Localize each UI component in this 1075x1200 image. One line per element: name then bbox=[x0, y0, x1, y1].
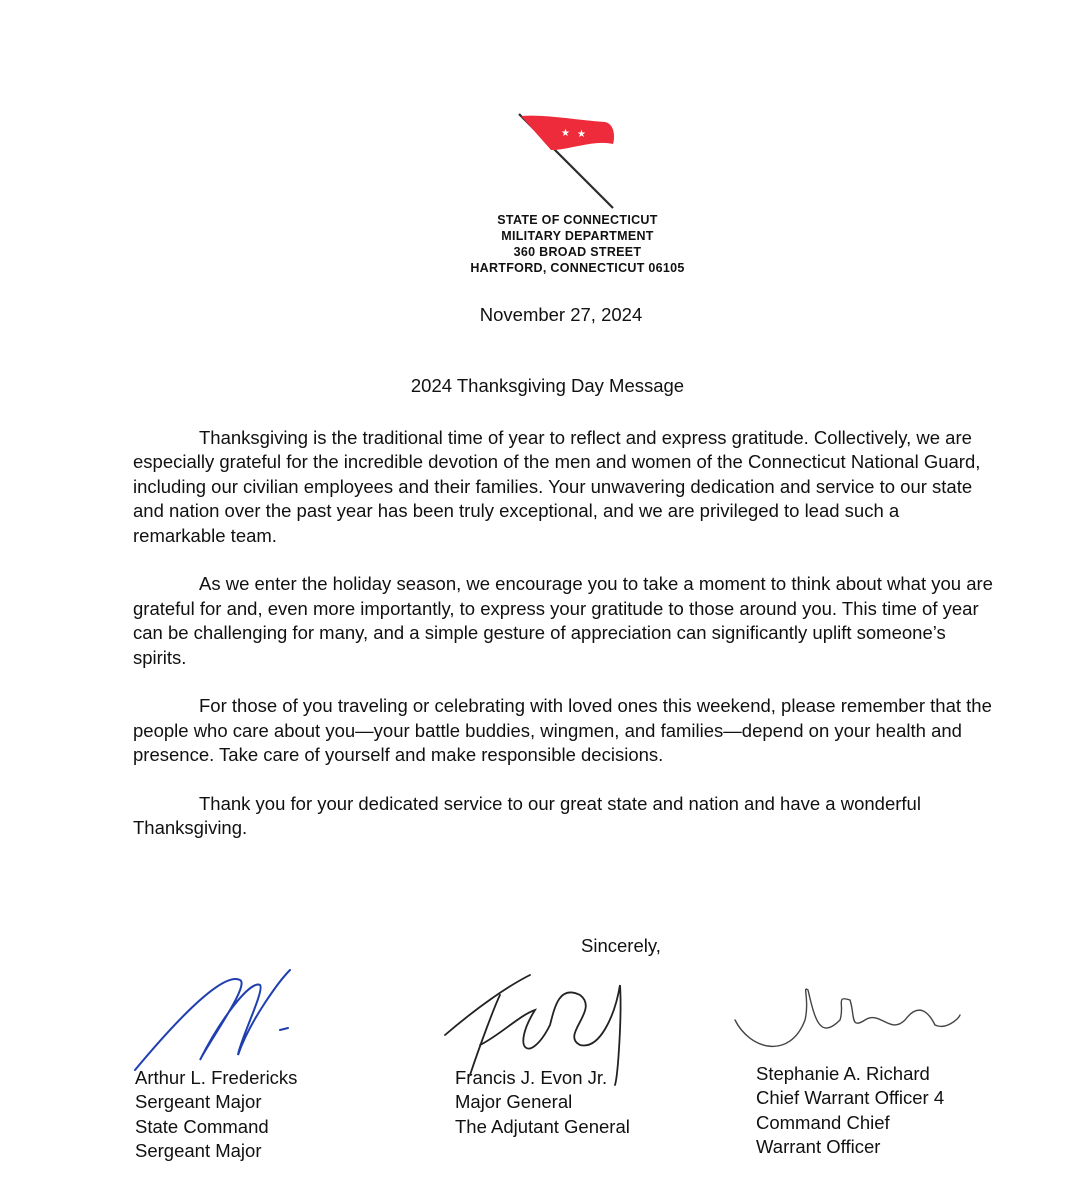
signatory-title: State Command bbox=[135, 1115, 269, 1137]
svg-text:★: ★ bbox=[577, 129, 586, 140]
body-paragraph: Thank you for your dedicated service to our great state and nation and have a wonderful Thanksgiving. bbox=[133, 793, 921, 839]
two-star-flag-icon bbox=[515, 110, 635, 210]
signatory-title: Chief Warrant Officer 4 bbox=[756, 1087, 945, 1109]
signatory-name: Arthur L. Fredericks bbox=[135, 1067, 298, 1088]
letterhead-line: STATE OF CONNECTICUT bbox=[497, 213, 658, 227]
signature-fredericks bbox=[130, 960, 310, 1080]
signatory-title: Command Chief bbox=[756, 1111, 890, 1133]
signatory-title: Sergeant Major bbox=[135, 1091, 262, 1113]
subject-text: 2024 Thanksgiving Day Message bbox=[410, 375, 685, 396]
signatory-title: The Adjutant General bbox=[455, 1115, 630, 1137]
date-text: November 27, 2024 bbox=[479, 304, 643, 325]
letterhead-line: HARTFORD, CONNECTICUT 06105 bbox=[470, 261, 685, 275]
body-paragraph: Thanksgiving is the traditional time of year to reflect and express gratitude. Collectively, we are especially grateful for the incredible devotion of the men and women of the Connecticut National Guard, including our civilian employees and their families. Your unwavering dedication and service to our state and nation over the past year has been truly exceptional, and we are privileged to lead such a remarkable team. bbox=[133, 427, 981, 546]
letterhead-line: MILITARY DEPARTMENT bbox=[501, 229, 654, 243]
letterhead-line: 360 BROAD STREET bbox=[513, 245, 642, 259]
signatory-name: Francis J. Evon Jr. bbox=[455, 1067, 608, 1088]
signatory-title: Sergeant Major bbox=[135, 1140, 262, 1162]
signatory-title: Warrant Officer bbox=[756, 1136, 881, 1158]
svg-text:★: ★ bbox=[561, 128, 570, 139]
signatory-fredericks bbox=[135, 1066, 297, 1164]
body-paragraph: As we enter the holiday season, we encourage you to take a moment to think about what you are grateful for and, even more importantly, to express your gratitude to those around you. This time of year can be challenging for many, and a simple gesture of appreciation can significantly uplift someone’s spirits. bbox=[133, 573, 993, 668]
closing: Sincerely, bbox=[581, 935, 661, 956]
letter-date bbox=[0, 304, 1075, 326]
letter-subject bbox=[0, 375, 1075, 397]
letterhead bbox=[0, 212, 1075, 276]
letter-body bbox=[133, 426, 993, 865]
signatory-evon bbox=[455, 1066, 630, 1139]
signatory-title: Major General bbox=[455, 1091, 573, 1113]
signatory-name: Stephanie A. Richard bbox=[756, 1063, 930, 1084]
body-paragraph: For those of you traveling or celebrating with loved ones this weekend, please remember that the people who care about you—your battle buddies, wingmen, and families—depend on your health and presence. Take care of yourself and make responsible decisions. bbox=[133, 695, 992, 766]
signatory-richard bbox=[756, 1062, 944, 1160]
signature-richard bbox=[730, 960, 970, 1070]
